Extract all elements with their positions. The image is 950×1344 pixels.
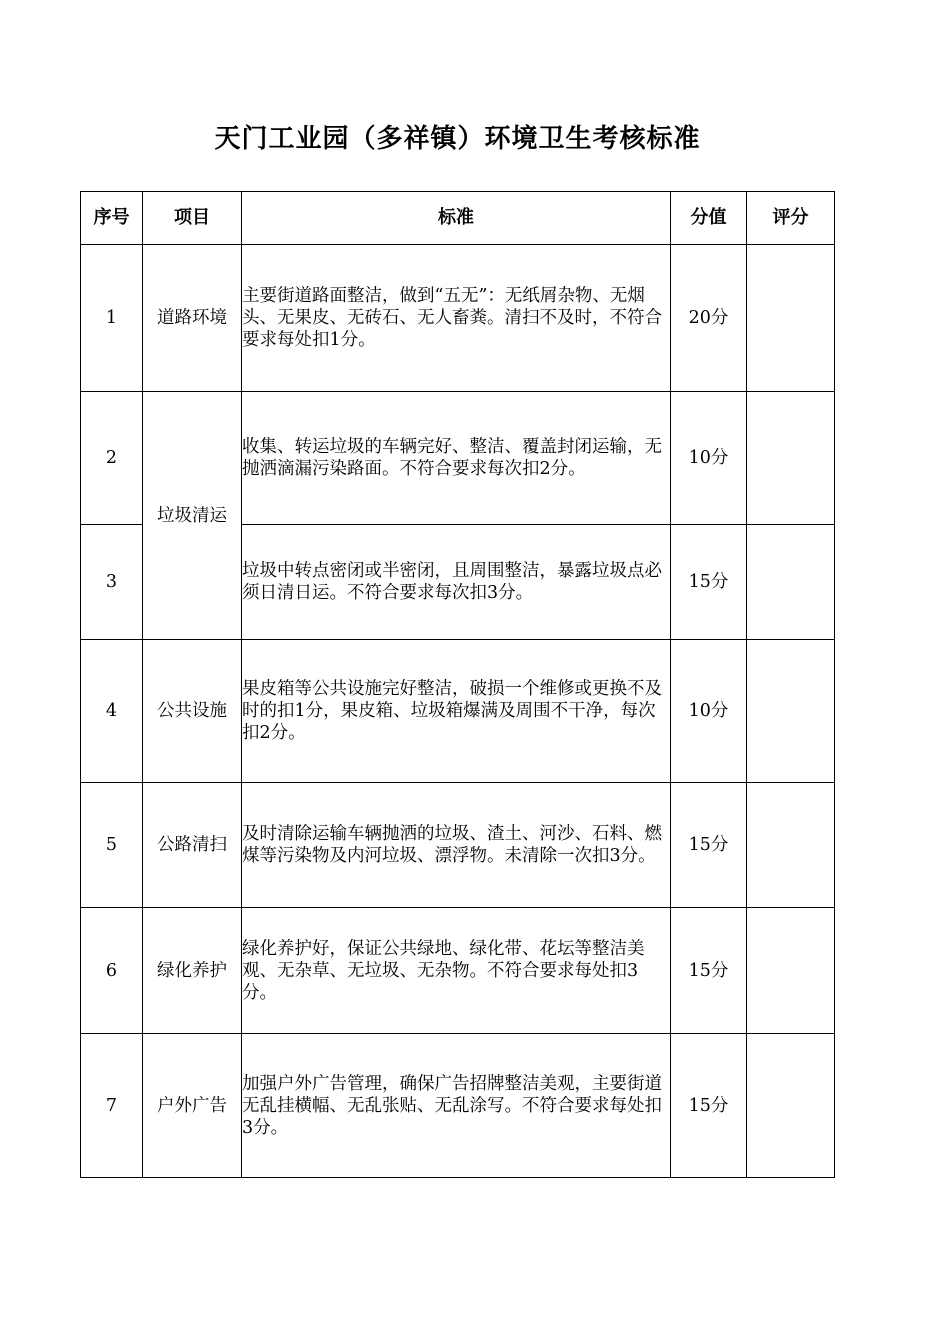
row-item: 户外广告 [143, 1034, 242, 1178]
header-num: 序号 [81, 192, 143, 245]
row-num: 5 [81, 783, 143, 908]
row-num: 1 [81, 245, 143, 392]
header-standard: 标准 [242, 192, 671, 245]
row-item: 公共设施 [143, 640, 242, 783]
row-score: 15分 [671, 783, 747, 908]
header-rating: 评分 [747, 192, 835, 245]
row-score: 15分 [671, 908, 747, 1034]
row-standard: 及时清除运输车辆抛洒的垃圾、渣土、河沙、石料、燃煤等污染物及内河垃圾、漂浮物。未清除一次扣3分。 [242, 783, 671, 908]
row-standard: 垃圾中转点密闭或半密闭，且周围整洁，暴露垃圾点必须日清日运。不符合要求每次扣3分。 [242, 525, 671, 640]
page-title: 天门工业园（多祥镇）环境卫生考核标准 [214, 124, 701, 154]
row-standard: 主要街道路面整洁，做到“五无”：无纸屑杂物、无烟头、无果皮、无砖石、无人畜粪。清扫不及时，不符合要求每处扣1分。 [242, 245, 671, 392]
row-score: 10分 [671, 392, 747, 525]
row-score: 15分 [671, 1034, 747, 1178]
row-num: 7 [81, 1034, 143, 1178]
row-rating-cell[interactable] [747, 525, 835, 640]
table-row [81, 783, 835, 908]
row-rating-cell[interactable] [747, 908, 835, 1034]
row-score: 10分 [671, 640, 747, 783]
table-row [81, 392, 835, 525]
table-row [81, 908, 835, 1034]
row-num: 6 [81, 908, 143, 1034]
row-rating-cell[interactable] [747, 392, 835, 525]
row-item: 垃圾清运 [143, 392, 242, 640]
row-item: 公路清扫 [143, 783, 242, 908]
row-standard: 绿化养护好，保证公共绿地、绿化带、花坛等整洁美观、无杂草、无垃圾、无杂物。不符合要求每处扣3分。 [242, 908, 671, 1034]
table-row [81, 640, 835, 783]
row-rating-cell[interactable] [747, 783, 835, 908]
row-rating-cell[interactable] [747, 1034, 835, 1178]
row-rating-cell[interactable] [747, 245, 835, 392]
row-num: 2 [81, 392, 143, 525]
row-num: 4 [81, 640, 143, 783]
header-score: 分值 [671, 192, 747, 245]
row-standard: 果皮箱等公共设施完好整洁，破损一个维修或更换不及时的扣1分，果皮箱、垃圾箱爆满及周围不干净，每次扣2分。 [242, 640, 671, 783]
row-standard: 加强户外广告管理，确保广告招牌整洁美观，主要街道无乱挂横幅、无乱张贴、无乱涂写。不符合要求每处扣3分。 [242, 1034, 671, 1178]
row-num: 3 [81, 525, 143, 640]
table-row [81, 245, 835, 392]
row-item: 绿化养护 [143, 908, 242, 1034]
row-item: 道路环境 [143, 245, 242, 392]
header-item: 项目 [143, 192, 242, 245]
table-header-row [81, 192, 835, 245]
assessment-table [80, 191, 835, 1178]
row-score: 20分 [671, 245, 747, 392]
row-score: 15分 [671, 525, 747, 640]
row-rating-cell[interactable] [747, 640, 835, 783]
table-row [81, 1034, 835, 1178]
row-standard: 收集、转运垃圾的车辆完好、整洁、覆盖封闭运输，无抛洒滴漏污染路面。不符合要求每次扣2分。 [242, 392, 671, 525]
